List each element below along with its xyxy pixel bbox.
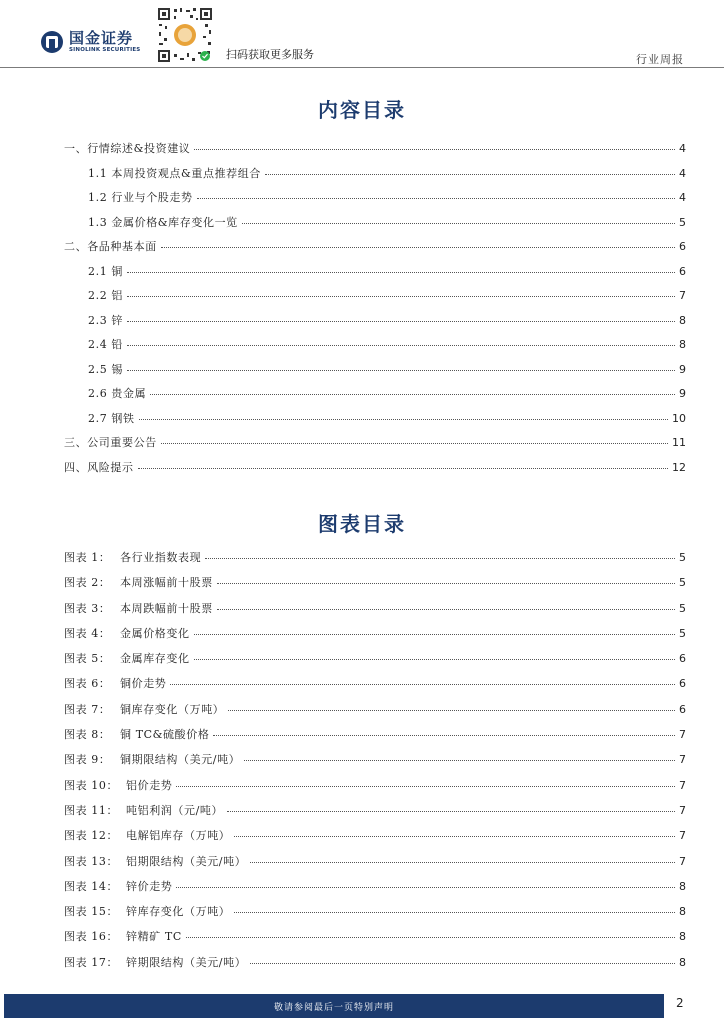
toc-dot-leader bbox=[127, 321, 675, 322]
figure-entry-page[interactable]: 6 bbox=[679, 652, 686, 666]
toc-dot-leader bbox=[242, 223, 675, 224]
toc-entry[interactable] bbox=[64, 385, 686, 410]
toc-entry-page[interactable]: 6 bbox=[679, 264, 686, 278]
figure-dot-leader bbox=[176, 887, 675, 888]
toc-entry-label[interactable]: 一、行情综述&投资建议 bbox=[64, 142, 191, 155]
toc-entry[interactable] bbox=[64, 189, 686, 214]
toc-entry[interactable] bbox=[64, 165, 686, 190]
figure-entry-label[interactable]: 铝价走势 bbox=[126, 778, 173, 792]
figure-entry-label[interactable]: 锌精矿 TC bbox=[126, 930, 182, 944]
toc-entry-label[interactable]: 2.4 铅 bbox=[88, 338, 123, 351]
toc-entry-label[interactable]: 二、各品种基本面 bbox=[64, 240, 157, 253]
toc-entry-page[interactable]: 5 bbox=[679, 215, 686, 229]
figure-dot-leader bbox=[213, 735, 675, 736]
toc-title: 内容目录 bbox=[318, 98, 406, 122]
toc-dot-leader bbox=[127, 272, 675, 273]
figure-entry[interactable] bbox=[64, 954, 686, 979]
figure-entry-page[interactable]: 6 bbox=[679, 702, 686, 716]
toc-entry[interactable] bbox=[64, 238, 686, 263]
toc-entry[interactable] bbox=[64, 263, 686, 288]
toc-entry[interactable] bbox=[64, 361, 686, 386]
figure-entry[interactable] bbox=[64, 675, 686, 700]
figure-entry-page[interactable]: 5 bbox=[679, 551, 686, 564]
figure-entry-page[interactable]: 7 bbox=[679, 728, 686, 742]
toc-entry[interactable] bbox=[64, 140, 686, 165]
toc-entry-page[interactable]: 9 bbox=[679, 362, 686, 376]
toc-entry[interactable] bbox=[64, 410, 686, 435]
figure-entry-label[interactable]: 铜库存变化（万吨） bbox=[120, 702, 225, 716]
figure-entry-label[interactable]: 锌价走势 bbox=[126, 879, 173, 893]
figure-entry-label[interactable]: 金属库存变化 bbox=[120, 652, 190, 666]
figure-entry[interactable] bbox=[64, 751, 686, 776]
figure-entry[interactable] bbox=[64, 853, 686, 878]
figure-entry-label[interactable]: 锌库存变化（万吨） bbox=[126, 905, 231, 919]
figure-dot-leader bbox=[194, 634, 675, 635]
toc-dot-leader bbox=[127, 345, 675, 346]
figure-entry-page[interactable]: 6 bbox=[679, 677, 686, 691]
figures-title: 图表目录 bbox=[318, 512, 406, 536]
figure-entry-label[interactable]: 铜期限结构（美元/吨） bbox=[120, 753, 241, 767]
toc-dot-leader bbox=[161, 443, 668, 444]
toc-dot-leader bbox=[127, 370, 675, 371]
toc-entry[interactable] bbox=[64, 459, 686, 484]
figure-entry[interactable] bbox=[64, 878, 686, 903]
figure-entry-page[interactable]: 8 bbox=[679, 905, 686, 919]
figure-entry-page[interactable]: 7 bbox=[679, 778, 686, 792]
footer-bar bbox=[4, 994, 664, 1018]
qr-caption: 扫码获取更多服务 bbox=[226, 48, 314, 61]
toc-dot-leader bbox=[161, 247, 675, 248]
figure-entry-number: 图表 16： bbox=[64, 930, 119, 944]
figure-entry-label[interactable]: 金属价格变化 bbox=[120, 626, 190, 640]
toc-entry-label[interactable]: 1.1 本周投资观点&重点推荐组合 bbox=[88, 166, 261, 180]
toc-dot-leader bbox=[150, 394, 675, 395]
figure-entry[interactable] bbox=[64, 650, 686, 675]
figure-entry-label[interactable]: 吨铝利润（元/吨） bbox=[126, 803, 224, 817]
figure-entry-number: 图表 7： bbox=[64, 702, 111, 716]
figure-entry-number: 图表 9： bbox=[64, 753, 111, 767]
figure-entry-label[interactable]: 各行业指数表现 bbox=[120, 551, 202, 564]
figure-entry-number: 图表 4： bbox=[64, 626, 111, 640]
figure-entry-label[interactable]: 本周跌幅前十股票 bbox=[120, 601, 213, 615]
figure-dot-leader bbox=[194, 659, 675, 660]
toc-entry-page[interactable]: 4 bbox=[679, 166, 686, 180]
qr-code-icon[interactable] bbox=[156, 6, 214, 64]
toc-dot-leader bbox=[138, 468, 668, 469]
figure-dot-leader bbox=[186, 937, 675, 938]
figure-dot-leader bbox=[170, 684, 675, 685]
figure-dot-leader bbox=[205, 558, 675, 559]
figure-entry-number: 图表 14： bbox=[64, 879, 119, 893]
figure-entry-number: 图表 5： bbox=[64, 652, 111, 666]
figure-entry-page[interactable]: 7 bbox=[679, 854, 686, 868]
figure-dot-leader bbox=[244, 760, 675, 761]
toc-entry[interactable] bbox=[64, 336, 686, 361]
figure-dot-leader bbox=[176, 786, 675, 787]
toc-entry-label[interactable]: 四、风险提示 bbox=[64, 460, 134, 474]
figure-dot-leader bbox=[217, 583, 675, 584]
toc-entry-label[interactable]: 2.5 锡 bbox=[88, 362, 123, 376]
toc-entry-label[interactable]: 2.1 铜 bbox=[88, 264, 123, 278]
figure-entry-number: 图表 3： bbox=[64, 601, 111, 615]
figure-entry-number: 图表 13： bbox=[64, 854, 119, 868]
footer-disclaimer[interactable]: 敬请参阅最后一页特别声明 bbox=[273, 1003, 394, 1013]
toc-entry-label[interactable]: 1.3 金属价格&库存变化一览 bbox=[88, 215, 238, 229]
toc-entry-page[interactable]: 6 bbox=[679, 240, 686, 253]
figure-entry-page[interactable]: 7 bbox=[679, 803, 686, 817]
figure-entry-number: 图表 11： bbox=[64, 803, 119, 817]
figure-entry-page[interactable]: 5 bbox=[679, 601, 686, 615]
figure-entry[interactable] bbox=[64, 777, 686, 802]
toc-entry-page[interactable]: 4 bbox=[679, 191, 686, 204]
figure-entry[interactable] bbox=[64, 701, 686, 726]
figure-dot-leader bbox=[234, 836, 675, 837]
figure-entry-number: 图表 6： bbox=[64, 677, 111, 691]
figure-entry[interactable] bbox=[64, 903, 686, 928]
figure-entry[interactable] bbox=[64, 549, 686, 574]
figure-dot-leader bbox=[250, 963, 675, 964]
figure-entry-page[interactable]: 7 bbox=[679, 829, 686, 843]
toc-dot-leader bbox=[127, 296, 675, 297]
figure-entry-number: 图表 2： bbox=[64, 576, 111, 590]
figure-entry-label[interactable]: 本周涨幅前十股票 bbox=[120, 576, 213, 590]
figure-entry[interactable] bbox=[64, 726, 686, 751]
figure-entry-page[interactable]: 8 bbox=[679, 955, 686, 969]
toc-entry[interactable] bbox=[64, 214, 686, 239]
toc-entry[interactable] bbox=[64, 312, 686, 337]
toc-entry-label[interactable]: 三、公司重要公告 bbox=[64, 436, 157, 449]
toc-dot-leader bbox=[197, 198, 675, 199]
toc-entry-page[interactable]: 9 bbox=[679, 387, 686, 400]
figure-entry-page[interactable]: 5 bbox=[679, 626, 686, 640]
figure-dot-leader bbox=[228, 710, 675, 711]
toc-entry-page[interactable]: 11 bbox=[672, 436, 686, 449]
sinolink-logo-icon bbox=[40, 30, 64, 54]
toc-entry-label[interactable]: 2.6 贵金属 bbox=[88, 387, 147, 400]
toc-dot-leader bbox=[139, 419, 668, 420]
figure-entry[interactable] bbox=[64, 802, 686, 827]
figure-entry[interactable] bbox=[64, 600, 686, 625]
toc-entry-label[interactable]: 2.3 锌 bbox=[88, 313, 123, 327]
figure-dot-leader bbox=[227, 811, 675, 812]
toc-dot-leader bbox=[194, 149, 675, 150]
figure-entry[interactable] bbox=[64, 625, 686, 650]
figure-entry-number: 图表 15： bbox=[64, 905, 119, 919]
toc-entry[interactable] bbox=[64, 287, 686, 312]
figure-entry-label[interactable]: 铜 TC&硫酸价格 bbox=[120, 728, 210, 742]
header-divider bbox=[0, 67, 724, 68]
toc-entry-page[interactable]: 7 bbox=[679, 289, 686, 302]
figures-list bbox=[64, 549, 686, 979]
figure-entry-number: 图表 12： bbox=[64, 829, 119, 843]
figure-entry[interactable] bbox=[64, 827, 686, 852]
figure-dot-leader bbox=[250, 862, 675, 863]
toc-entry-page[interactable]: 8 bbox=[679, 338, 686, 351]
figure-entry-label[interactable]: 锌期限结构（美元/吨） bbox=[126, 955, 247, 969]
toc-entry-page[interactable]: 10 bbox=[672, 411, 686, 425]
figure-entry-number: 图表 10： bbox=[64, 778, 119, 792]
toc-entry-label[interactable]: 2.7 钢铁 bbox=[88, 411, 135, 425]
figure-entry-label[interactable]: 铜价走势 bbox=[120, 677, 167, 691]
toc-dot-leader bbox=[265, 174, 675, 175]
figure-entry[interactable] bbox=[64, 574, 686, 599]
toc-entry-page[interactable]: 12 bbox=[672, 460, 686, 474]
toc-entry-label[interactable]: 1.2 行业与个股走势 bbox=[88, 191, 193, 204]
figure-entry-label[interactable]: 铝期限结构（美元/吨） bbox=[126, 854, 247, 868]
page-footer bbox=[0, 994, 724, 1024]
figure-dot-leader bbox=[234, 912, 675, 913]
logo-text-en: SINOLINK SECURITIES bbox=[69, 46, 141, 53]
toc-entry-page[interactable]: 4 bbox=[679, 142, 686, 155]
page-header bbox=[0, 0, 724, 70]
figure-entry-number: 图表 17： bbox=[64, 955, 119, 969]
figure-entry[interactable] bbox=[64, 928, 686, 953]
logo-text-cn: 国金证券 bbox=[69, 28, 134, 47]
figure-entry-page[interactable]: 7 bbox=[679, 753, 686, 767]
company-logo bbox=[40, 30, 140, 54]
figure-entry-label[interactable]: 电解铝库存（万吨） bbox=[126, 829, 231, 843]
toc-entry-label[interactable]: 2.2 铝 bbox=[88, 289, 123, 302]
figure-entry-page[interactable]: 5 bbox=[679, 576, 686, 590]
toc-list bbox=[64, 140, 686, 483]
figure-entry-page[interactable]: 8 bbox=[679, 930, 686, 944]
toc-entry[interactable] bbox=[64, 434, 686, 459]
report-type-label: 行业周报 bbox=[636, 53, 684, 66]
figure-entry-number: 图表 1： bbox=[64, 551, 111, 564]
figure-entry-number: 图表 8： bbox=[64, 728, 111, 742]
figure-entry-page[interactable]: 8 bbox=[679, 879, 686, 893]
figure-dot-leader bbox=[217, 609, 675, 610]
toc-entry-page[interactable]: 8 bbox=[679, 313, 686, 327]
page-number: 2 bbox=[676, 996, 684, 1010]
